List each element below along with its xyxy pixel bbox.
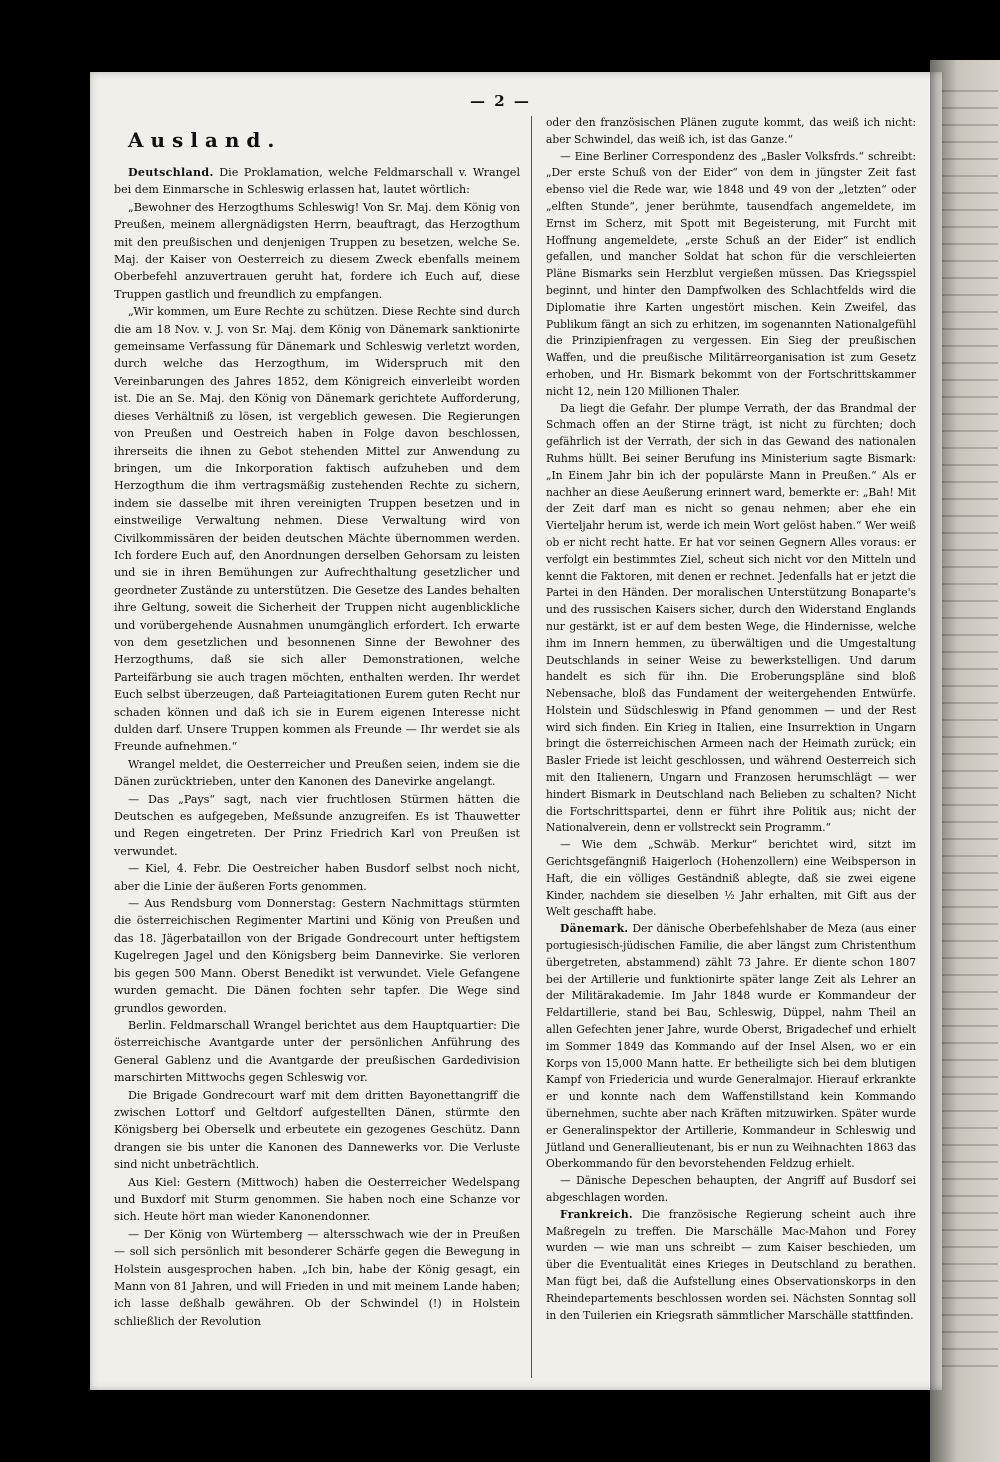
- paragraph-text: — Eine Berliner Correspondenz des „Basler Volksfrds.“ schreibt: „Der erste Schuß von der Eider“ von dem in jüngster Zeit fast ebenso viel die Rede war, wie 1848 und 49 von der „letzten“ oder „elften Stunde“, jener berühmte, tausendfach angemeldete, im Ernst im Scherz, mit Spott mit Begeisterung, mit Furcht mit Hoffnung angemeldete, „erste Schuß an der Eider“ ist endlich gefallen, und mancher Soldat hat schon für die verschleierten Pläne Bismarks sein Herzblut vergießen müssen. Das Kriegsspiel beginnt, und hinter den Dampfwolken des Schlachtfelds wird die Diplomatie ihre Karten ungestört mischen. Kein Zweifel, das Publikum fängt an sich zu erhitzen, im sogenannten Nationalgefühl die Prinzipienfragen zu vergessen. Ein Sieg der preußischen Waffen, und die preußische Militärreorganisation ist zum Gesetz erhoben, und Hr. Bismark bekommt von der Fortschrittskammer nicht 12, nein 120 Millionen Thaler.: [546, 149, 916, 398]
- article-paragraph: [114, 1226, 520, 1330]
- article-paragraph: [546, 837, 916, 921]
- paragraph-text: Der dänische Oberbefehlshaber de Meza (aus einer portugiesisch-jüdischen Familie, die aber längst zum Christenthum übergetreten, abstammend) zählt 73 Jahre. Er diente schon 1807 bei der Artillerie und funktionirte später lange Zeit als Lehrer an der Militärakademie. Im Jahr 1848 wurde er Kommandeur der Feldartillerie, stand bei Bau, Schleswig, Düppel, nahm Theil an allen Gefechten jener Jahre, wurde Oberst, Brigadechef und erhielt im Sommer 1849 das Kommando auf der Insel Alsen, wo er ein Korps von 15,000 Mann hatte. Er betheiligte sich bei dem blutigen Kampf von Friedericia und wurde Generalmajor. Hierauf erkrankte er und konnte nach dem Waffenstillstand kein Kommando übernehmen, suchte aber nach Kräften mitzuwirken. Später wurde er Generalinspektor der Artillerie, Kommandeur in Schleswig und Jütland und Generallieutenant, bis er nun zu Weihnachten 1863 das Oberkommando für den bevorstehenden Feldzug erhielt.: [546, 922, 916, 1171]
- article-paragraph: [114, 199, 520, 303]
- article-paragraph: [114, 756, 520, 791]
- paragraph-text: Berlin. Feldmarschall Wrangel berichtet aus dem Hauptquartier: Die österreichische Avantgarde unter der persönlichen Anführung des General Gablenz und die Avantgarde der preußischen Gardedivision marschirten Mittwochs gegen Schleswig vor.: [114, 1018, 520, 1085]
- article-paragraph: [546, 1173, 916, 1207]
- article-paragraph: [546, 401, 916, 838]
- article-paragraph: [114, 1087, 520, 1174]
- article-paragraph: [114, 860, 520, 895]
- paragraph-text: Da liegt die Gefahr. Der plumpe Verrath, der das Brandmal der Schmach offen an der Stirne trägt, ist nicht zu fürchten; doch gefährlich ist der Verrath, der sich in das Gewand des nationalen Ruhms hüllt. Bei seiner Berufung ins Ministerium sagte Bismark: „In Einem Jahr bin ich der populärste Mann in Preußen.“ Als er nachher an diese Aeußerung erinnert ward, bemerkte er: „Bah! Mit der Zeit darf man es nicht so genau nehmen; aber ehe ein Vierteljahr herum ist, werde ich mein Wort gelöst haben.“ Wer weiß ob er nicht recht hatte. Er hat vor seinen Gegnern Alles voraus: er verfolgt ein bestimmtes Ziel, scheut sich nicht vor den Mitteln und kennt die Faktoren, mit denen er rechnet. Jedenfalls hat er jetzt die Partei in den Händen. Der moralischen Unterstützung Bonaparte's und des russischen Kaisers sicher, durch den Widerstand Englands nur gestärkt, ist er auf dem besten Wege, die Hindernisse, welche ihm im Innern hemmen, zu überwältigen und die Umgestaltung Deutschlands in seiner Weise zu bewerkstelligen. Und darum handelt es sich für ihn. Die Eroberungspläne sind bloß Nebensache, bloß das Fundament der weitergehenden Entwürfe. Holstein und Südschleswig in Pfand genommen — und der Rest wird sich finden. Ein Krieg in Italien, eine Insurrektion in Ungarn bringt die österreichischen Armeen nach der Heimath zurück; ein Basler Friede ist leicht geschlossen, und während Oesterreich sich mit den Italienern, Ungarn und Franzosen herumschlägt — wer hindert Bismark in Deutschland nach Belieben zu schalten? Nicht die Fortschrittspartei, denn er führt ihre Politik aus; nicht der Nationalverein, denn er vollstreckt sein Programm.“: [546, 401, 916, 835]
- section-heading: Ausland.: [128, 128, 282, 152]
- article-paragraph: [114, 303, 520, 756]
- paragraph-text: Aus Kiel: Gestern (Mittwoch) haben die Oesterreicher Wedelspang und Buxdorf mit Sturm genommen. Sie haben noch eine Schanze vor sich. Heute hört man wieder Kanonendonner.: [114, 1175, 520, 1224]
- right-column-body: [546, 115, 916, 1324]
- right-column: [546, 115, 916, 1324]
- article-paragraph: [546, 1207, 916, 1325]
- article-paragraph: [546, 149, 916, 401]
- paragraph-text: Wrangel meldet, die Oesterreicher und Preußen seien, indem sie die Dänen zurücktrieben, unter den Kanonen des Danevirke angelangt.: [114, 757, 520, 789]
- paragraph-text: „Bewohner des Herzogthums Schleswig! Von Sr. Maj. dem König von Preußen, meinem allergnädigsten Herrn, beauftragt, das Herzogthum mit den preußischen und denjenigen Truppen zu besetzen, welche Se. Maj. der Kaiser von Oesterreich zu diesem Zweck ebenfalls meinem Oberbefehl anzuvertrauen geruht hat, fordere ich Euch auf, diese Truppen gastlich und freundlich zu empfangen.: [114, 200, 520, 301]
- paragraph-text: — Aus Rendsburg vom Donnerstag: Gestern Nachmittags stürmten die österreichischen Regimenter Martini und König von Preußen und das 18. Jägerbataillon von der Brigade Gondrecourt unter heftigstem Kugelregen Jagel und den Königsberg beim Dannevirke. Sie verloren bis gegen 500 Mann. Oberst Benedikt ist verwundet. Viele Gefangene wurden gemacht. Die Dänen fochten sehr tapfer. Die Wege sind grundlos geworden.: [114, 897, 520, 1015]
- country-lead: Deutschland.: [128, 166, 214, 179]
- page-number: — 2 —: [470, 92, 531, 110]
- article-paragraph: [114, 895, 520, 1017]
- article-paragraph: [114, 1174, 520, 1226]
- paragraph-text: — Der König von Würtemberg — altersschwach wie der in Preußen — soll sich persönlich mit besonderer Schärfe gegen die Bewegung in Holstein ausgesprochen haben. „Ich bin, habe der König gesagt, ein Mann von 81 Jahren, und will Frieden in und mit meinem Lande haben; ich lasse deßhalb gewähren. Ob der Schwindel (!) in Holstein schließlich der Revolution: [114, 1227, 520, 1328]
- article-paragraph: [546, 921, 916, 1173]
- article-paragraph: [114, 791, 520, 861]
- paragraph-text: — Kiel, 4. Febr. Die Oestreicher haben Busdorf selbst noch nicht, aber die Linie der äußeren Forts genommen.: [114, 862, 520, 893]
- article-paragraph: [114, 164, 520, 199]
- paragraph-text: „Wir kommen, um Eure Rechte zu schützen. Diese Rechte sind durch die am 18 Nov. v. J. von Sr. Maj. dem König von Dänemark sanktionirte gemeinsame Verfassung für Dänemark und Schleswig verletzt worden, durch welche das Herzogthum, im Widerspruch mit den Vereinbarungen des Jahres 1852, dem Königreich einverleibt worden ist. Die an Se. Maj. den König von Dänemark gerichtete Aufforderung, dieses Verhältniß zu lösen, ist vergeblich gewesen. Die Regierungen von Preußen und Oestreich haben in Folge davon beschlossen, ihrerseits die ihnen zu Gebot stehenden Mittel zur Anwendung zu bringen, um die Inkorporation faktisch aufzuheben und dem Herzogthum die ihm vertragsmäßig zustehenden Rechte zu sichern, indem sie dasselbe mit ihren vereinigten Truppen besetzen und in einstweilige Verwaltung nehmen. Diese Verwaltung wird von Civilkommissären der beiden deutschen Mächte übernommen werden. Ich fordere Euch auf, den Anordnungen derselben Gehorsam zu leisten und sie in ihren Bemühungen zur Aufrechthaltung gesetzlicher und geordneter Zustände zu unterstützen. Die Gesetze des Landes behalten ihre Geltung, soweit die Sicherheit der Truppen nicht augenblickliche und vorübergehende Ausnahmen unumgänglich erfordert. Ich erwarte von dem gesetzlichen und besonnenen Sinne der Bewohner des Herzogthums, daß sie sich aller Demonstrationen, welche Parteifärbung sie auch tragen möchten, enthalten werden. Ihr werdet Euch selbst überzeugen, daß Parteiagitationen Eurem guten Recht nur schaden können und daß ich sie in Eurem eigenen Interesse nicht dulden darf. Unsere Truppen kommen als Freunde — Ihr werdet sie als Freunde aufnehmen.“: [114, 305, 520, 754]
- paragraph-text: — Dänische Depeschen behaupten, der Angriff auf Busdorf sei abgeschlagen worden.: [546, 1174, 916, 1204]
- left-column-body: [114, 164, 520, 1330]
- article-paragraph: [114, 1017, 520, 1087]
- country-lead: Dänemark.: [560, 922, 629, 936]
- adjacent-page-text-shadow: [938, 90, 998, 1370]
- paragraph-text: oder den französischen Plänen zugute kommt, das weiß ich nicht: aber Schwindel, das weiß ich, ist das Ganze.“: [546, 116, 916, 146]
- paragraph-text: Die Proklamation, welche Feldmarschall v. Wrangel bei dem Einmarsche in Schleswig erlassen hat, lautet wörtlich:: [114, 166, 521, 197]
- country-lead: Frankreich.: [560, 1207, 633, 1221]
- column-divider: [531, 116, 532, 1378]
- paragraph-text: — Wie dem „Schwäb. Merkur“ berichtet wird, sitzt im Gerichtsgefängniß Haigerloch (Hohenzollern) eine Weibsperson in Haft, die ein völliges Geständniß ablegte, daß sie zwei eigene Kinder, nachdem sie dieselben ½ Jahr erhalten, mit Gift aus der Welt geschafft habe.: [546, 838, 916, 919]
- page-gutter-shadow: [930, 72, 944, 1390]
- left-column: [114, 118, 520, 1330]
- paragraph-text: — Das „Pays“ sagt, nach vier fruchtlosen Stürmen hätten die Deutschen es aufgegeben, Meßsunde anzugreifen. Es ist Thauwetter und Regen eingetreten. Der Prinz Friedrich Karl von Preußen ist verwundet.: [114, 792, 520, 858]
- article-paragraph: [546, 115, 916, 149]
- paragraph-text: Die Brigade Gondrecourt warf mit dem dritten Bayonettangriff die zwischen Lottorf und Geltdorf aufgestellten Dänen, stürmte den Königsberg bei Oberselk und erbeutete ein gezogenes Geschütz. Dann drangen sie bis unter die Kanonen des Dannewerks vor. Die Verluste sind nicht unbeträchtlich.: [114, 1088, 520, 1172]
- paragraph-text: Die französische Regierung scheint auch ihre Maßregeln zu treffen. Die Marschälle Mac-Mahon und Forey wurden — wie man uns schreibt — zum Kaiser beschieden, um über die Eventualität eines Krieges in Deutschland zu berathen. Man fügt bei, daß die Aufstellung eines Observationskorps in den Rheindepartements beschlossen worden sei. Nächsten Sonntag soll in den Tuilerien ein Kriegsrath sämmtlicher Marschälle stattfinden.: [546, 1207, 916, 1322]
